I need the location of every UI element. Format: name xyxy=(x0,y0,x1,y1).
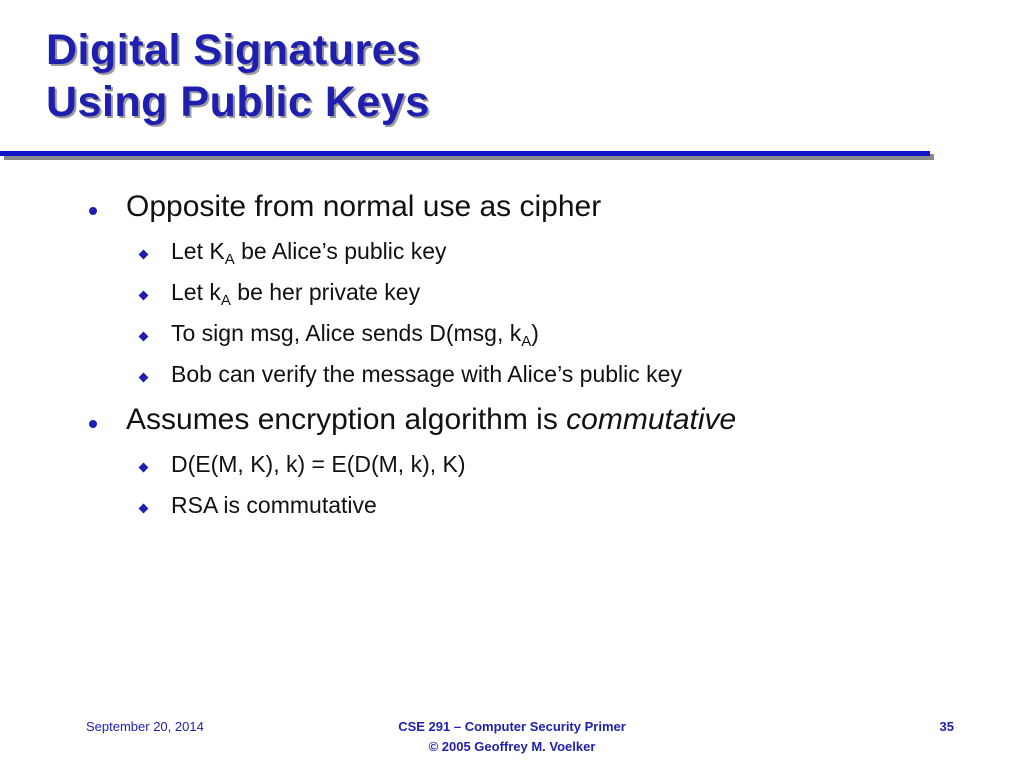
sub-bullet-item xyxy=(171,319,539,350)
slide-title xyxy=(46,24,430,128)
diamond-bullet-icon xyxy=(139,291,149,301)
subscript: A xyxy=(224,251,235,268)
title-rule xyxy=(0,151,930,156)
footer-date: September 20, 2014 xyxy=(86,719,204,734)
bullet-text: Assumes encryption algorithm is xyxy=(126,403,567,436)
footer-course-title: CSE 291 – Computer Security Primer xyxy=(398,719,626,734)
diamond-bullet-icon xyxy=(139,463,149,473)
slide-title-line-1: Digital Signatures xyxy=(46,26,421,74)
subscript: A xyxy=(521,333,532,350)
bullet-dot-icon xyxy=(89,207,97,215)
diamond-bullet-icon xyxy=(139,373,149,383)
slide-title-line-2: Using Public Keys xyxy=(46,78,430,126)
sub-bullet-text: be her private key xyxy=(230,279,421,305)
diamond-bullet-icon xyxy=(139,332,149,342)
bullet-emphasis: commutative xyxy=(566,403,737,436)
diamond-bullet-icon xyxy=(139,504,149,514)
footer-page-number: 35 xyxy=(939,719,954,734)
sub-bullet-item: D(E(M, K), k) = E(D(M, k), K) xyxy=(171,451,466,477)
sub-bullet-item: RSA is commutative xyxy=(171,492,377,518)
sub-bullet-text: Let K xyxy=(171,238,225,264)
bullet-item xyxy=(126,402,736,438)
sub-bullet-text: To sign msg, Alice sends D(msg, k xyxy=(171,320,522,346)
subscript: A xyxy=(220,292,231,309)
bullet-dot-icon xyxy=(89,420,97,428)
bullet-item: Opposite from normal use as cipher xyxy=(126,190,602,223)
diamond-bullet-icon xyxy=(139,250,149,260)
sub-bullet-text: Let k xyxy=(171,279,221,305)
sub-bullet-item: Bob can verify the message with Alice’s public key xyxy=(171,361,682,387)
sub-bullet-text: be Alice’s public key xyxy=(234,238,447,264)
sub-bullet-item xyxy=(171,237,447,268)
sub-bullet-text: ) xyxy=(531,320,539,346)
sub-bullet-item xyxy=(171,278,421,309)
footer-copyright: © 2005 Geoffrey M. Voelker xyxy=(428,739,596,754)
